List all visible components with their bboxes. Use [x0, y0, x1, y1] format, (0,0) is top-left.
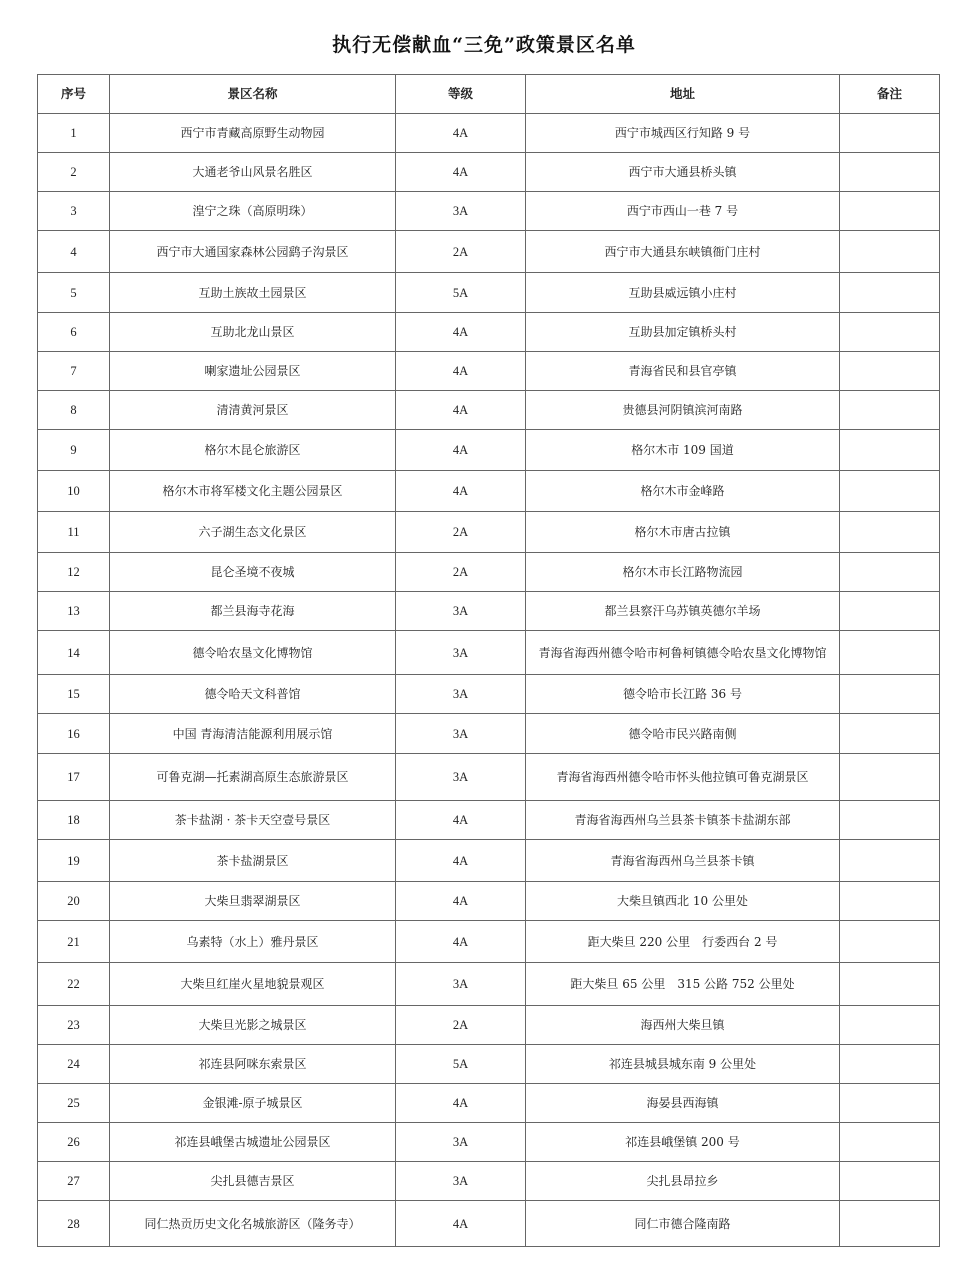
row-no: 24 [38, 1045, 110, 1084]
row-address: 西宁市大通县东峡镇衙门庄村 [526, 231, 840, 273]
table-row [38, 631, 940, 675]
row-note [840, 1123, 940, 1162]
row-name: 大通老爷山风景名胜区 [110, 153, 396, 192]
row-address: 格尔木市唐古拉镇 [526, 512, 840, 553]
row-grade: 4A [396, 352, 526, 391]
row-note [840, 675, 940, 714]
row-name: 昆仑圣境不夜城 [110, 553, 396, 592]
row-name: 喇家遗址公园景区 [110, 352, 396, 391]
row-note [840, 231, 940, 273]
table-header-row [38, 75, 940, 114]
row-no: 4 [38, 231, 110, 273]
row-name: 西宁市大通国家森林公园鹞子沟景区 [110, 231, 396, 273]
scenic-spot-table [37, 74, 940, 1247]
row-name: 清清黄河景区 [110, 391, 396, 430]
row-address: 互助县加定镇桥头村 [526, 313, 840, 352]
row-address: 青海省海西州德令哈市柯鲁柯镇德令哈农垦文化博物馆 [526, 631, 840, 675]
row-name: 德令哈农垦文化博物馆 [110, 631, 396, 675]
row-address: 祁连县城县城东南 9 公里处 [526, 1045, 840, 1084]
row-no: 7 [38, 352, 110, 391]
row-note [840, 391, 940, 430]
row-grade: 4A [396, 153, 526, 192]
row-no: 18 [38, 801, 110, 840]
row-name: 互助北龙山景区 [110, 313, 396, 352]
header-address: 地址 [526, 75, 840, 114]
row-grade: 3A [396, 963, 526, 1006]
row-name: 茶卡盐湖 · 茶卡天空壹号景区 [110, 801, 396, 840]
row-address: 海西州大柴旦镇 [526, 1006, 840, 1045]
row-no: 11 [38, 512, 110, 553]
row-grade: 3A [396, 631, 526, 675]
row-name: 中国 青海清洁能源利用展示馆 [110, 714, 396, 754]
table-row [38, 313, 940, 352]
row-no: 20 [38, 882, 110, 921]
row-address: 格尔木市长江路物流园 [526, 553, 840, 592]
row-name: 都兰县海寺花海 [110, 592, 396, 631]
table-row [38, 153, 940, 192]
row-name: 茶卡盐湖景区 [110, 840, 396, 882]
row-address: 海晏县西海镇 [526, 1084, 840, 1123]
row-note [840, 313, 940, 352]
row-address: 西宁市西山一巷 7 号 [526, 192, 840, 231]
row-name: 德令哈天文科普馆 [110, 675, 396, 714]
row-address: 尖扎县昂拉乡 [526, 1162, 840, 1201]
row-no: 27 [38, 1162, 110, 1201]
row-grade: 4A [396, 840, 526, 882]
row-note [840, 963, 940, 1006]
row-note [840, 512, 940, 553]
row-no: 15 [38, 675, 110, 714]
row-no: 22 [38, 963, 110, 1006]
row-no: 21 [38, 921, 110, 963]
table-row [38, 273, 940, 313]
row-note [840, 801, 940, 840]
row-address: 距大柴旦 65 公里 315 公路 752 公里处 [526, 963, 840, 1006]
row-name: 格尔木市将军楼文化主题公园景区 [110, 471, 396, 512]
row-name: 格尔木昆仑旅游区 [110, 430, 396, 471]
row-note [840, 430, 940, 471]
row-name: 祁连县峨堡古城遗址公园景区 [110, 1123, 396, 1162]
row-no: 17 [38, 754, 110, 801]
row-grade: 3A [396, 192, 526, 231]
row-grade: 4A [396, 313, 526, 352]
row-grade: 4A [396, 921, 526, 963]
row-name: 尖扎县德吉景区 [110, 1162, 396, 1201]
row-no: 3 [38, 192, 110, 231]
table-row [38, 754, 940, 801]
row-note [840, 1006, 940, 1045]
row-grade: 4A [396, 114, 526, 153]
row-address: 青海省民和县官亭镇 [526, 352, 840, 391]
table-row [38, 512, 940, 553]
row-address: 贵德县河阴镇滨河南路 [526, 391, 840, 430]
header-no: 序号 [38, 75, 110, 114]
header-note: 备注 [840, 75, 940, 114]
row-note [840, 592, 940, 631]
row-name: 大柴旦光影之城景区 [110, 1006, 396, 1045]
row-no: 12 [38, 553, 110, 592]
table-row [38, 882, 940, 921]
row-address: 格尔木市金峰路 [526, 471, 840, 512]
table-row [38, 840, 940, 882]
row-grade: 3A [396, 754, 526, 801]
table-body [38, 114, 940, 1247]
row-address: 西宁市大通县桥头镇 [526, 153, 840, 192]
header-grade: 等级 [396, 75, 526, 114]
row-no: 5 [38, 273, 110, 313]
row-no: 2 [38, 153, 110, 192]
table-row [38, 1162, 940, 1201]
row-note [840, 840, 940, 882]
row-no: 10 [38, 471, 110, 512]
table-row [38, 1084, 940, 1123]
row-grade: 3A [396, 592, 526, 631]
row-grade: 4A [396, 801, 526, 840]
table-row [38, 675, 940, 714]
page-title: 执行无偿献血“三免”政策景区名单 [332, 34, 636, 56]
row-grade: 2A [396, 1006, 526, 1045]
row-no: 19 [38, 840, 110, 882]
row-name: 互助土族故土园景区 [110, 273, 396, 313]
row-name: 祁连县阿咪东索景区 [110, 1045, 396, 1084]
row-note [840, 1084, 940, 1123]
row-address: 互助县威远镇小庄村 [526, 273, 840, 313]
row-address: 大柴旦镇西北 10 公里处 [526, 882, 840, 921]
row-grade: 4A [396, 471, 526, 512]
row-no: 28 [38, 1201, 110, 1247]
table-row [38, 352, 940, 391]
row-address: 格尔木市 109 国道 [526, 430, 840, 471]
row-name: 可鲁克湖—托素湖高原生态旅游景区 [110, 754, 396, 801]
row-name: 大柴旦红崖火星地貌景观区 [110, 963, 396, 1006]
row-note [840, 553, 940, 592]
header-name: 景区名称 [110, 75, 396, 114]
row-address: 西宁市城西区行知路 9 号 [526, 114, 840, 153]
row-note [840, 631, 940, 675]
row-grade: 2A [396, 553, 526, 592]
row-name: 六子湖生态文化景区 [110, 512, 396, 553]
table-row [38, 714, 940, 754]
row-address: 同仁市德合隆南路 [526, 1201, 840, 1247]
row-grade: 5A [396, 1045, 526, 1084]
table-row [38, 1123, 940, 1162]
row-address: 都兰县察汗乌苏镇英德尔羊场 [526, 592, 840, 631]
row-grade: 2A [396, 231, 526, 273]
row-name: 大柴旦翡翠湖景区 [110, 882, 396, 921]
table-row [38, 430, 940, 471]
row-name: 湟宁之珠（高原明珠） [110, 192, 396, 231]
table-row [38, 1201, 940, 1247]
row-address: 青海省海西州德令哈市怀头他拉镇可鲁克湖景区 [526, 754, 840, 801]
row-note [840, 192, 940, 231]
row-note [840, 273, 940, 313]
row-note [840, 1201, 940, 1247]
row-grade: 2A [396, 512, 526, 553]
row-grade: 4A [396, 391, 526, 430]
row-name: 同仁热贡历史文化名城旅游区（隆务寺） [110, 1201, 396, 1247]
row-note [840, 714, 940, 754]
row-no: 13 [38, 592, 110, 631]
row-name: 金银滩-原子城景区 [110, 1084, 396, 1123]
row-note [840, 352, 940, 391]
table-row [38, 1006, 940, 1045]
row-note [840, 114, 940, 153]
table-row [38, 1045, 940, 1084]
table-row [38, 391, 940, 430]
row-note [840, 754, 940, 801]
row-address: 青海省海西州乌兰县茶卡镇 [526, 840, 840, 882]
row-note [840, 882, 940, 921]
table-row [38, 231, 940, 273]
table-row [38, 114, 940, 153]
row-address: 青海省海西州乌兰县茶卡镇茶卡盐湖东部 [526, 801, 840, 840]
row-no: 26 [38, 1123, 110, 1162]
row-no: 16 [38, 714, 110, 754]
row-name: 西宁市青藏高原野生动物园 [110, 114, 396, 153]
table-row [38, 471, 940, 512]
row-grade: 3A [396, 714, 526, 754]
row-no: 25 [38, 1084, 110, 1123]
table-row [38, 592, 940, 631]
row-no: 1 [38, 114, 110, 153]
row-note [840, 1162, 940, 1201]
table-row [38, 963, 940, 1006]
row-grade: 3A [396, 1123, 526, 1162]
row-note [840, 921, 940, 963]
row-grade: 4A [396, 1201, 526, 1247]
row-address: 祁连县峨堡镇 200 号 [526, 1123, 840, 1162]
row-note [840, 153, 940, 192]
row-grade: 4A [396, 1084, 526, 1123]
row-note [840, 471, 940, 512]
row-no: 14 [38, 631, 110, 675]
table-row [38, 921, 940, 963]
row-grade: 4A [396, 430, 526, 471]
row-address: 德令哈市民兴路南侧 [526, 714, 840, 754]
row-name: 乌素特（水上）雅丹景区 [110, 921, 396, 963]
table-row [38, 192, 940, 231]
row-no: 6 [38, 313, 110, 352]
row-address: 距大柴旦 220 公里 行委西台 2 号 [526, 921, 840, 963]
row-grade: 5A [396, 273, 526, 313]
row-address: 德令哈市长江路 36 号 [526, 675, 840, 714]
row-grade: 3A [396, 1162, 526, 1201]
row-grade: 4A [396, 882, 526, 921]
row-note [840, 1045, 940, 1084]
row-no: 9 [38, 430, 110, 471]
table-row [38, 801, 940, 840]
row-no: 8 [38, 391, 110, 430]
table-row [38, 553, 940, 592]
row-grade: 3A [396, 675, 526, 714]
row-no: 23 [38, 1006, 110, 1045]
